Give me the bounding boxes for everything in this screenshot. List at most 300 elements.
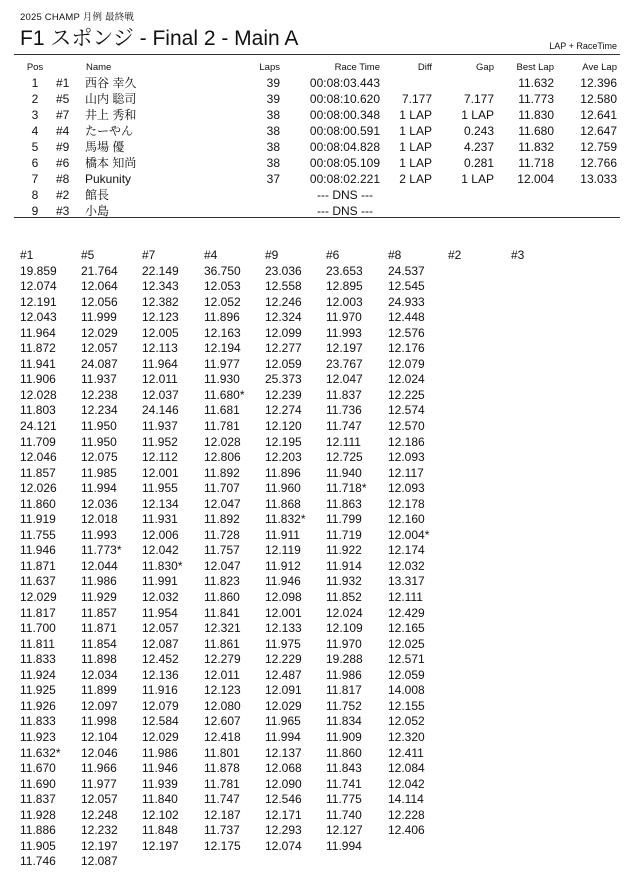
lap-time: 11.937 [81, 372, 117, 387]
lap-time: 11.899 [81, 683, 117, 698]
lap-time: 12.176 [388, 341, 425, 356]
lap-time: 12.197 [81, 838, 118, 853]
lap-time: 12.052 [204, 294, 241, 309]
lap-time: 11.898 [81, 652, 117, 667]
lap-column [448, 248, 510, 264]
lap-time: 12.324 [265, 310, 302, 325]
result-diff: 1 LAP [399, 108, 432, 122]
lap-time: 12.487 [265, 667, 302, 682]
lap-time: 11.965 [265, 714, 301, 729]
lap-time: 12.059 [265, 356, 302, 371]
result-name: 西谷 幸久 [85, 76, 137, 90]
lap-time: 12.228 [388, 807, 425, 822]
result-num: #8 [56, 172, 70, 186]
lap-time: 12.084 [388, 761, 425, 776]
lap-time: 11.993 [326, 325, 362, 340]
lap-time: 12.090 [265, 776, 302, 791]
lap-time: 12.006 [142, 527, 179, 542]
result-diff: 2 LAP [399, 172, 432, 186]
results-header-row [14, 61, 620, 75]
lap-time: 12.074 [20, 279, 57, 294]
result-dns: --- DNS --- [317, 188, 373, 202]
lap-time: 12.112 [142, 450, 178, 465]
lap-time: 11.736 [326, 403, 362, 418]
lap-time: 11.863 [326, 496, 362, 511]
lap-time: 12.127 [326, 823, 363, 838]
lap-time: 11.916 [142, 683, 178, 698]
lap-time: 12.163 [204, 325, 241, 340]
lap-time: 11.681 [204, 403, 240, 418]
lap-time: 12.186 [388, 434, 425, 449]
lap-time: 11.970 [326, 636, 362, 651]
lap-time: 12.160 [388, 512, 425, 527]
lap-time: 12.011 [142, 372, 178, 387]
result-pos: 3 [31, 108, 39, 122]
lap-time: 11.923 [20, 729, 56, 744]
result-name: 山内 聡司 [85, 92, 137, 106]
lap-time: 12.075 [81, 450, 118, 465]
lap-time: 12.197 [142, 838, 179, 853]
lap-time: 11.912 [265, 558, 301, 573]
lap-column [81, 248, 143, 870]
lap-time: 23.653 [326, 263, 363, 278]
lap-time: 11.848 [142, 823, 178, 838]
lap-time: 12.574 [388, 403, 425, 418]
result-num: #2 [56, 188, 70, 202]
lap-time: 12.043 [20, 310, 57, 325]
result-ave: 12.766 [580, 156, 617, 170]
lap-time: 11.911 [265, 527, 300, 542]
lap-time: 11.946 [265, 574, 301, 589]
lap-time: 11.964 [20, 325, 56, 340]
lap-time: 12.091 [265, 683, 302, 698]
lap-time: 11.975 [265, 636, 301, 651]
lap-time: 11.860 [326, 745, 362, 760]
lap-time: 11.966 [81, 761, 117, 776]
result-dns: --- DNS --- [317, 204, 373, 218]
result-best: 11.680 [518, 124, 554, 138]
result-num: #9 [56, 140, 70, 154]
title-divider [14, 54, 620, 55]
lap-time: 12.429 [388, 605, 425, 620]
result-pos: 1 [31, 76, 39, 90]
result-laps: 38 [266, 140, 280, 154]
lap-time: 12.225 [388, 387, 425, 402]
lap-time: 12.029 [20, 590, 57, 605]
lap-time: 11.991 [142, 574, 178, 589]
lap-time: 12.274 [265, 403, 302, 418]
lap-time: 12.165 [388, 621, 425, 636]
lap-time: 11.747 [204, 792, 240, 807]
lap-time: 11.861 [204, 636, 240, 651]
result-laps: 38 [266, 124, 280, 138]
lap-time: 11.939 [142, 776, 178, 791]
result-gap: 4.237 [463, 140, 494, 154]
lap-time: 12.406 [388, 823, 425, 838]
result-best: 11.773 [518, 92, 554, 106]
lap-column [142, 248, 204, 854]
lap-time: 12.024 [388, 372, 425, 387]
lap-time: 11.718* [326, 481, 367, 496]
lap-time: 11.932 [326, 574, 362, 589]
lap-time: 11.799 [326, 512, 362, 527]
result-laps: 39 [266, 76, 280, 90]
result-ave: 12.641 [580, 108, 617, 122]
lap-time: 12.452 [142, 652, 179, 667]
report-type: LAP + RaceTime [549, 41, 617, 51]
result-best: 11.832 [518, 140, 554, 154]
result-row [14, 91, 620, 107]
result-name: Pukunity [85, 172, 132, 186]
lap-time: 12.178 [388, 496, 425, 511]
lap-time: 11.940 [326, 465, 362, 480]
result-pos: 6 [31, 156, 39, 170]
lap-time: 12.025 [388, 636, 425, 651]
lap-time: 12.042 [142, 543, 179, 558]
lap-time: 11.896 [204, 310, 240, 325]
lap-time: 12.111 [326, 434, 361, 449]
header-diff: Diff [417, 62, 432, 73]
lap-time: 11.854 [81, 636, 117, 651]
result-laps: 38 [266, 156, 280, 170]
lap-time: 12.229 [265, 652, 302, 667]
lap-time: 12.047 [326, 372, 363, 387]
lap-time: 11.999 [81, 310, 117, 325]
lap-time: 12.059 [388, 667, 425, 682]
lap-time: 11.709 [20, 434, 56, 449]
lap-time: 11.857 [81, 605, 117, 620]
lap-time: 11.986 [326, 667, 362, 682]
lap-time: 11.924 [20, 667, 56, 682]
lap-column [204, 248, 266, 854]
lap-time: 24.087 [81, 356, 118, 371]
result-pos: 5 [31, 140, 39, 154]
lap-time: 11.833 [20, 652, 56, 667]
header-gap: Gap [476, 62, 494, 73]
result-pos: 9 [31, 204, 39, 218]
lap-column-header: #5 [81, 248, 95, 262]
lap-time: 12.197 [326, 341, 363, 356]
event-name: 2025 CHAMP 月例 最終戦 [20, 12, 135, 23]
lap-column [511, 248, 573, 264]
result-time: 00:08:04.828 [309, 140, 380, 154]
lap-time: 25.373 [265, 372, 302, 387]
lap-time: 11.896 [265, 465, 301, 480]
result-best: 11.632 [518, 76, 554, 90]
result-gap: 7.177 [463, 92, 494, 106]
result-row [14, 187, 620, 203]
lap-time: 12.411 [388, 745, 424, 760]
lap-time: 12.203 [265, 450, 302, 465]
result-best: 11.830 [518, 108, 554, 122]
lap-time: 14.008 [388, 683, 425, 698]
lap-time: 11.781 [204, 776, 240, 791]
result-row [14, 155, 620, 171]
result-pos: 8 [31, 188, 39, 202]
lap-time: 12.099 [265, 325, 302, 340]
lap-time: 11.937 [142, 419, 178, 434]
lap-time: 19.859 [20, 263, 57, 278]
lap-time: 12.155 [388, 698, 425, 713]
lap-time: 12.057 [81, 341, 118, 356]
lap-time: 11.931 [142, 512, 178, 527]
lap-time: 12.248 [81, 807, 118, 822]
lap-time: 12.018 [81, 512, 118, 527]
result-pos: 7 [31, 172, 39, 186]
lap-time: 12.005 [142, 325, 179, 340]
lap-time: 11.871 [20, 558, 56, 573]
lap-time: 12.238 [81, 387, 118, 402]
lap-time: 13.317 [388, 574, 425, 589]
lap-time: 11.728 [204, 527, 240, 542]
result-laps: 39 [266, 92, 280, 106]
lap-time: 12.806 [204, 450, 241, 465]
lap-time: 12.093 [388, 450, 425, 465]
lap-time: 23.036 [265, 263, 302, 278]
lap-time: 11.970 [326, 310, 362, 325]
lap-column-header: #3 [511, 248, 525, 262]
lap-time: 12.246 [265, 294, 302, 309]
lap-time: 12.120 [265, 419, 302, 434]
lap-time: 11.955 [142, 481, 178, 496]
lap-time: 12.087 [142, 636, 179, 651]
lap-time: 11.834 [326, 714, 362, 729]
lap-time: 24.933 [388, 294, 425, 309]
lap-time: 11.700 [20, 621, 56, 636]
lap-column-header: #9 [265, 248, 279, 262]
result-ave: 13.033 [580, 172, 617, 186]
lap-time: 11.841 [204, 605, 240, 620]
lap-time: 24.121 [20, 419, 57, 434]
lap-time: 11.775 [326, 792, 362, 807]
lap-time: 11.919 [20, 512, 56, 527]
lap-time: 12.026 [20, 481, 57, 496]
lap-time: 11.860 [204, 590, 240, 605]
lap-time: 12.098 [265, 590, 302, 605]
lap-time: 11.868 [265, 496, 301, 511]
result-name: 小島 [85, 204, 110, 218]
result-row [14, 139, 620, 155]
lap-time: 11.926 [20, 698, 56, 713]
header-ave: Ave Lap [582, 62, 617, 73]
result-time: 00:08:00.591 [309, 124, 380, 138]
lap-time: 12.343 [142, 279, 179, 294]
header-laps: Laps [259, 62, 280, 73]
lap-time: 12.171 [265, 807, 302, 822]
lap-column [326, 248, 388, 854]
result-pos: 2 [31, 92, 39, 106]
lap-time: 11.985 [81, 465, 117, 480]
lap-time: 12.029 [142, 729, 179, 744]
lap-time: 11.817 [326, 683, 362, 698]
lap-time: 12.104 [81, 729, 118, 744]
result-name: 館長 [85, 188, 110, 202]
lap-time: 12.133 [265, 621, 302, 636]
lap-time: 12.558 [265, 279, 302, 294]
lap-time: 12.239 [265, 387, 302, 402]
lap-time: 12.187 [204, 807, 241, 822]
lap-time: 12.137 [265, 745, 302, 760]
lap-time: 12.001 [142, 465, 179, 480]
lap-time: 12.028 [20, 387, 57, 402]
result-num: #6 [56, 156, 70, 170]
lap-time: 12.068 [265, 761, 302, 776]
lap-time: 12.079 [142, 698, 179, 713]
lap-time: 11.872 [20, 341, 56, 356]
lap-time: 12.576 [388, 325, 425, 340]
lap-column-header: #4 [204, 248, 218, 262]
lap-time: 12.042 [388, 776, 425, 791]
lap-time: 12.044 [81, 558, 118, 573]
lap-column [388, 248, 450, 839]
result-time: 00:08:10.620 [309, 92, 380, 106]
lap-time: 11.977 [204, 356, 240, 371]
lap-time: 12.194 [204, 341, 241, 356]
results-table [14, 61, 620, 219]
lap-time: 12.234 [81, 403, 118, 418]
lap-time: 11.741 [326, 776, 362, 791]
lap-time: 11.952 [142, 434, 178, 449]
lap-time: 11.998 [81, 714, 117, 729]
lap-time: 12.080 [204, 698, 241, 713]
result-best: 11.718 [518, 156, 554, 170]
lap-time: 36.750 [204, 263, 241, 278]
result-time: 00:08:03.443 [309, 76, 380, 90]
lap-time: 11.905 [20, 838, 56, 853]
lap-time: 11.994 [326, 838, 362, 853]
result-name: たーやん [85, 124, 134, 138]
lap-time: 11.886 [20, 823, 56, 838]
result-diff: 1 LAP [399, 140, 432, 154]
header-pos: Pos [26, 62, 44, 73]
lap-time: 12.029 [81, 325, 118, 340]
lap-time: 24.537 [388, 263, 425, 278]
lap-time: 11.871 [81, 621, 117, 636]
lap-time: 12.232 [81, 823, 118, 838]
lap-time: 11.747 [326, 419, 362, 434]
result-row [14, 123, 620, 139]
lap-time: 11.960 [265, 481, 301, 496]
result-laps: 37 [266, 172, 280, 186]
lap-time: 11.670 [20, 761, 56, 776]
lap-time: 12.117 [388, 465, 424, 480]
lap-time: 11.852 [326, 590, 362, 605]
result-num: #3 [56, 204, 70, 218]
lap-time: 12.136 [142, 667, 179, 682]
lap-time: 11.906 [20, 372, 56, 387]
lap-time: 12.545 [388, 279, 425, 294]
lap-time: 11.837 [326, 387, 362, 402]
lap-time: 11.878 [204, 761, 240, 776]
lap-time: 11.740 [326, 807, 362, 822]
lap-time: 12.175 [204, 838, 241, 853]
lap-time: 11.857 [20, 465, 56, 480]
lap-time: 11.803 [20, 403, 56, 418]
result-gap: 0.281 [463, 156, 494, 170]
result-num: #7 [56, 108, 70, 122]
lap-time: 12.001 [265, 605, 302, 620]
lap-time: 11.994 [265, 729, 301, 744]
lap-time: 12.079 [388, 356, 425, 371]
lap-time: 12.584 [142, 714, 179, 729]
lap-time: 11.719 [326, 527, 362, 542]
result-name: 橋本 知尚 [85, 156, 137, 170]
result-best: 12.004 [517, 172, 554, 186]
lap-time: 11.707 [204, 481, 240, 496]
result-num: #4 [56, 124, 70, 138]
lap-time: 11.637 [20, 574, 56, 589]
lap-time: 11.843 [326, 761, 362, 776]
lap-time: 12.571 [388, 652, 425, 667]
lap-time: 12.725 [326, 450, 363, 465]
lap-time: 11.833 [20, 714, 56, 729]
result-name: 馬場 優 [85, 140, 125, 154]
result-diff: 1 LAP [399, 156, 432, 170]
lap-time: 12.053 [204, 279, 241, 294]
lap-column-header: #6 [326, 248, 340, 262]
lap-time: 12.195 [265, 434, 302, 449]
lap-time: 12.057 [142, 621, 179, 636]
lap-time: 12.123 [204, 683, 241, 698]
lap-time: 12.064 [81, 279, 118, 294]
lap-time: 12.047 [204, 496, 241, 511]
lap-time: 12.113 [142, 341, 178, 356]
lap-time: 11.892 [204, 512, 240, 527]
lap-time: 12.093 [388, 481, 425, 496]
lap-time: 11.752 [326, 698, 362, 713]
lap-time: 11.755 [20, 527, 56, 542]
lap-column [20, 248, 82, 870]
header-name: Name [86, 62, 112, 73]
lap-time: 11.837 [20, 792, 56, 807]
lap-time: 12.034 [81, 667, 118, 682]
lap-time: 11.977 [81, 776, 117, 791]
lap-time: 12.279 [204, 652, 241, 667]
lap-time: 12.321 [204, 621, 241, 636]
lap-time: 12.134 [142, 496, 179, 511]
lap-time: 19.288 [326, 652, 363, 667]
lap-time: 11.801 [204, 745, 240, 760]
lap-time: 12.028 [204, 434, 241, 449]
lap-time: 12.174 [388, 543, 425, 558]
result-ave: 12.759 [580, 140, 617, 154]
result-name: 井上 秀和 [85, 108, 137, 122]
lap-time: 12.119 [265, 543, 301, 558]
lap-time: 11.632* [20, 745, 61, 760]
lap-column-header: #1 [20, 248, 34, 262]
lap-time: 12.546 [265, 792, 302, 807]
lap-time: 11.909 [326, 729, 362, 744]
lap-time: 11.946 [20, 543, 56, 558]
lap-time: 11.746 [20, 854, 56, 869]
lap-time: 11.860 [20, 496, 56, 511]
lap-time: 12.032 [142, 590, 179, 605]
result-gap: 1 LAP [461, 108, 494, 122]
lap-time: 12.056 [81, 294, 118, 309]
lap-time: 11.914 [326, 558, 362, 573]
lap-time: 12.036 [81, 496, 118, 511]
lap-time: 24.146 [142, 403, 179, 418]
result-row [14, 107, 620, 123]
result-time: 00:08:05.109 [309, 156, 380, 170]
lap-time: 11.954 [142, 605, 178, 620]
lap-time: 11.929 [81, 590, 117, 605]
lap-time: 11.823 [204, 574, 240, 589]
lap-time: 11.993 [81, 527, 117, 542]
lap-time: 12.024 [326, 605, 363, 620]
lap-time: 11.941 [20, 356, 56, 371]
lap-time: 11.930 [204, 372, 240, 387]
